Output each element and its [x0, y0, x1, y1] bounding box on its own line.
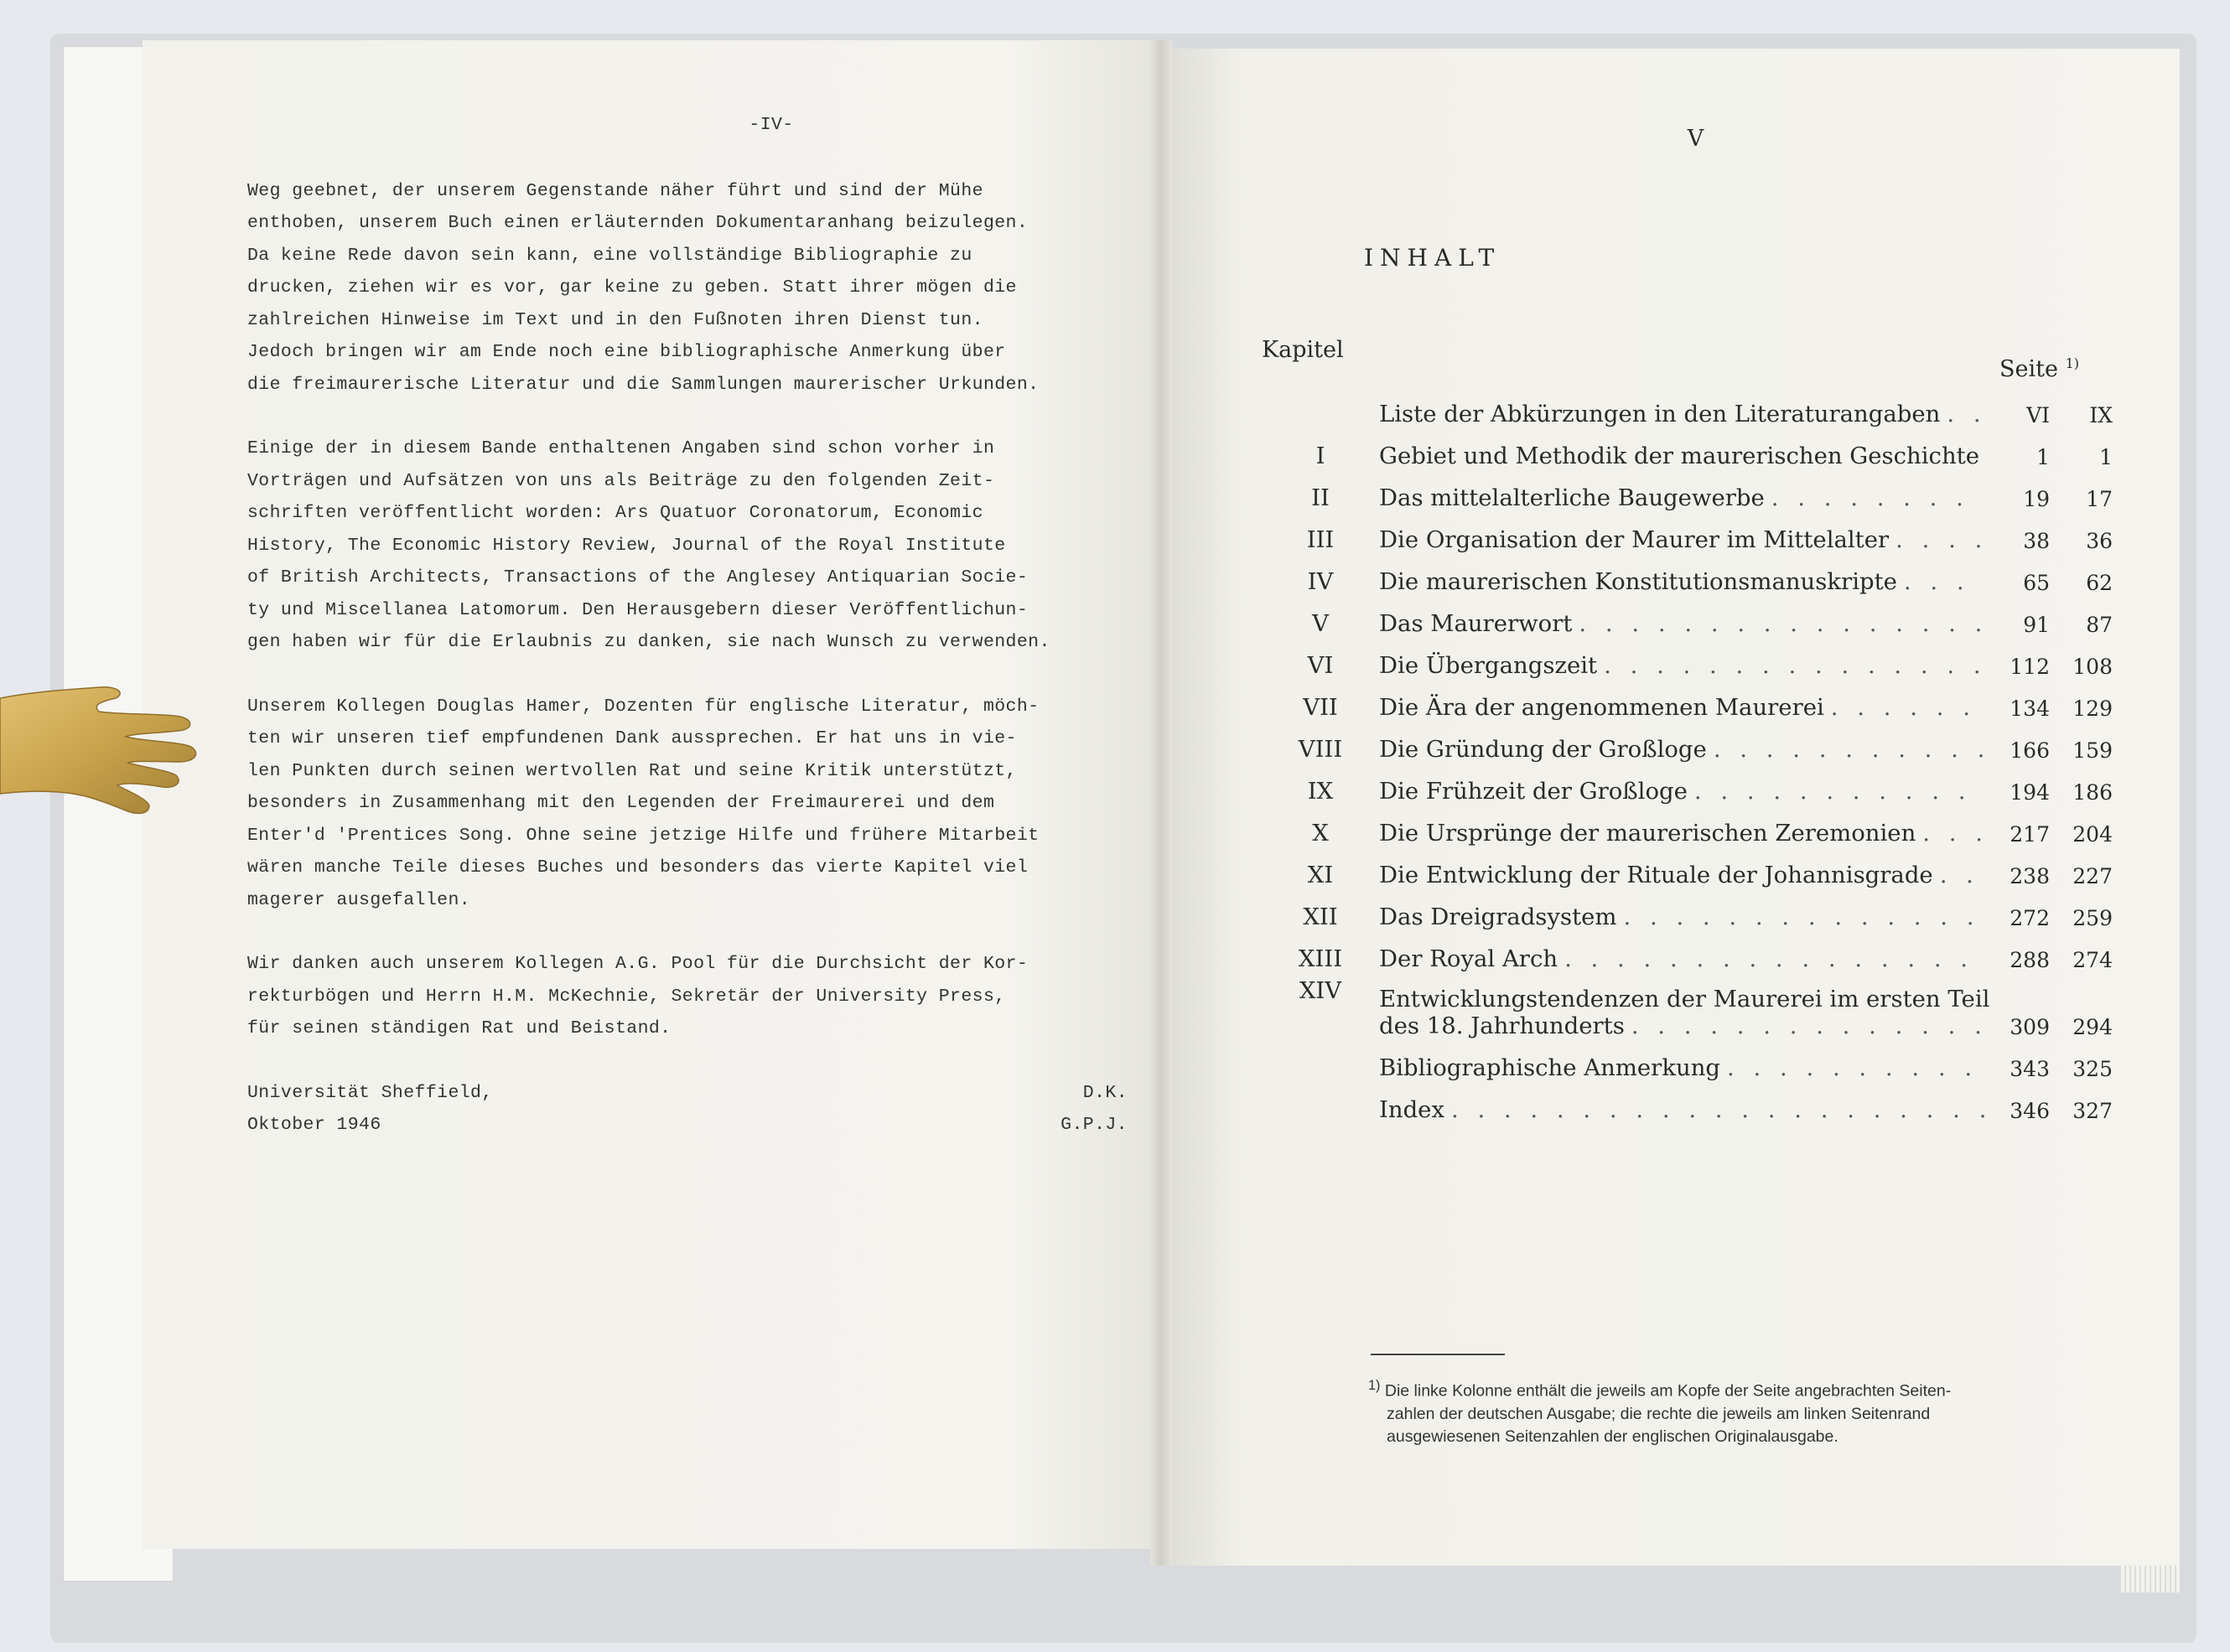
toc-page-english: 294	[2072, 1015, 2113, 1039]
toc-entry	[1379, 945, 1991, 972]
text-line: schriften veröffentlicht worden: Ars Quatuor Coronatorum, Economic	[247, 503, 983, 523]
text-line: drucken, ziehen wir es vor, gar keine zu geben. Statt ihrer mögen die	[247, 277, 1017, 298]
toc-entry	[1379, 568, 1991, 595]
preface-paragraph	[247, 175, 1144, 401]
toc-chapter-number: XIII	[1298, 945, 1343, 972]
toc-page-english: 186	[2072, 780, 2113, 805]
toc-row	[1262, 553, 2113, 595]
toc-chapter-title: Das mittelalterliche Baugewerbe	[1379, 484, 1765, 511]
toc-column-seite-label: Seite	[1999, 356, 2058, 382]
toc-page-german: 91	[2023, 613, 2050, 637]
dot-leader	[1727, 1054, 1984, 1081]
dot-leader	[1623, 904, 1984, 930]
toc-chapter-number: X	[1312, 820, 1329, 847]
toc-chapter-title: Die Ursprünge der maurerischen Zeremonien	[1379, 820, 1916, 847]
toc-page-german: 65	[2023, 571, 2050, 595]
toc-row	[1262, 637, 2113, 679]
toc-chapter-number: II	[1311, 484, 1330, 511]
toc-page-english: 325	[2072, 1057, 2113, 1081]
toc-chapter-number: IX	[1307, 778, 1334, 805]
dot-leader	[1947, 401, 1984, 427]
toc-page-english: 62	[2086, 571, 2113, 595]
toc-page-german: 272	[2010, 906, 2050, 930]
toc-page-german: 112	[2010, 655, 2050, 679]
toc-chapter-number: XI	[1307, 862, 1334, 888]
toc-entry	[1379, 1054, 1991, 1081]
toc-title: INHALT	[1364, 244, 1501, 272]
toc-entry	[1379, 904, 1991, 930]
preface-paragraph	[247, 948, 1144, 1045]
dot-leader	[1604, 652, 1984, 679]
toc-row	[1262, 1081, 2113, 1123]
toc-chapter-number: V	[1312, 610, 1329, 637]
text-line: enthoben, unserem Buch einen erläuternden Dokumentaranhang beizulegen.	[247, 213, 1029, 233]
footnote-line-1-text: Die linke Kolonne enthält die jeweils am Kopfe der Seite angebrachten Seiten-	[1384, 1381, 1952, 1401]
text-line: Enter'd 'Prentices Song. Ohne seine jetzige Hilfe und frühere Mitarbeit	[247, 825, 1040, 846]
text-line: rekturbögen und Herrn H.M. McKechnie, Sekretär der University Press,	[247, 986, 1006, 1007]
text-line: Wir danken auch unserem Kollegen A.G. Pool für die Durchsicht der Kor-	[247, 954, 1029, 974]
toc-page-german: 288	[2010, 948, 2050, 972]
toc-chapter-number: VII	[1303, 694, 1338, 721]
toc-title-line-2	[1379, 1012, 1991, 1039]
toc-chapter-number: III	[1306, 526, 1335, 553]
text-line: besonders in Zusammenhang mit den Legenden der Freimaurerei und dem	[247, 793, 995, 813]
toc-page-english: 17	[2086, 487, 2113, 511]
hand-bookmark-icon	[0, 683, 201, 838]
toc-page-german: 1	[2036, 445, 2050, 469]
toc-column-kapitel: Kapitel	[1262, 337, 1344, 363]
toc-row	[1262, 386, 2113, 427]
toc-row	[1262, 805, 2113, 847]
toc-page-german: 309	[2010, 1015, 2050, 1039]
toc-chapter-title: Liste der Abkürzungen in den Literaturangaben	[1379, 401, 1941, 427]
toc-page-english: 274	[2072, 948, 2113, 972]
toc-page-german: 134	[2010, 697, 2050, 721]
toc-chapter-title-line-1: Entwicklungstendenzen der Maurerei im ersten Teil	[1379, 986, 1990, 1012]
text-line: Jedoch bringen wir am Ende noch eine bibliographische Anmerkung über	[247, 342, 1006, 362]
toc-entry	[1379, 526, 1991, 553]
toc-chapter-title: Das Maurerwort	[1379, 610, 1573, 637]
dot-leader	[1771, 484, 1984, 511]
toc-page-english: 227	[2072, 864, 2113, 888]
toc-row	[1262, 930, 2113, 972]
text-line: Weg geebnet, der unserem Gegenstande näher führt und sind der Mühe	[247, 180, 983, 201]
text-line: Da keine Rede davon sein kann, eine vollständige Bibliographie zu	[247, 245, 972, 266]
toc-row	[1262, 763, 2113, 805]
footnote-line-1	[1368, 1375, 2123, 1403]
dot-leader	[1564, 945, 1984, 972]
toc-chapter-title: Die Übergangszeit	[1379, 652, 1598, 679]
dot-leader	[1579, 610, 1984, 637]
toc-row	[1262, 469, 2113, 511]
text-line: magerer ausgefallen.	[247, 889, 471, 910]
toc-page-english: 159	[2072, 738, 2113, 763]
signature-date: Oktober 1946	[247, 1115, 381, 1135]
dot-leader	[1922, 820, 1984, 847]
toc-row	[1262, 888, 2113, 930]
text-line: ty und Miscellanea Latomorum. Den Herausgebern dieser Veröffentlichun-	[247, 599, 1029, 620]
toc-chapter-number: IV	[1307, 568, 1334, 595]
toc-entry	[1379, 736, 1991, 763]
toc-page-english: 327	[2072, 1099, 2113, 1123]
toc-entry	[1379, 401, 1991, 427]
toc-row	[1262, 721, 2113, 763]
preface-text	[247, 175, 1144, 1045]
toc-page-german: 346	[2010, 1099, 2050, 1123]
dot-leader	[1896, 526, 1984, 553]
signature-block	[247, 1077, 1128, 1142]
toc-entry	[1379, 443, 1991, 469]
toc-entry	[1379, 694, 1991, 721]
footnote-marker: 1)	[1368, 1378, 1381, 1393]
right-page-content	[1262, 126, 2113, 1123]
toc-entry	[1379, 986, 1991, 1039]
right-page-number: V	[1687, 126, 1704, 152]
toc-entry	[1379, 484, 1991, 511]
toc-chapter-number: XIV	[1299, 977, 1342, 1004]
left-page-number: -IV-	[749, 115, 794, 135]
toc-page-german: 38	[2023, 529, 2050, 553]
toc-entry	[1379, 862, 1991, 888]
toc-chapter-title: Die Frühzeit der Großloge	[1379, 778, 1688, 805]
footnote-line-3: ausgewiesenen Seitenzahlen der englischen Originalausgabe.	[1387, 1427, 1838, 1446]
signature-initials-2: G.P.J.	[1061, 1115, 1128, 1135]
toc-chapter-title: Der Royal Arch	[1379, 945, 1558, 972]
signature-initials-1: D.K.	[1082, 1082, 1128, 1103]
toc-chapter-title: Das Dreigradsystem	[1379, 904, 1617, 930]
toc-row	[1262, 679, 2113, 721]
dot-leader	[1904, 568, 1984, 595]
toc-entry	[1379, 1096, 1991, 1123]
text-line: für seinen ständigen Rat und Beistand.	[247, 1018, 672, 1038]
text-line: Unserem Kollegen Douglas Hamer, Dozenten für englische Literatur, möch-	[247, 696, 1040, 717]
text-line: gen haben wir für die Erlaubnis zu danken, sie nach Wunsch zu verwenden.	[247, 632, 1050, 652]
toc-chapter-title: Index	[1379, 1096, 1444, 1123]
toc-page-english: IX	[2089, 403, 2113, 427]
toc-page-english: 259	[2072, 906, 2113, 930]
toc-entry	[1379, 610, 1991, 637]
dot-leader	[1831, 694, 1984, 721]
text-line: wären manche Teile dieses Buches und besonders das vierte Kapitel viel	[247, 857, 1029, 878]
footnote	[1368, 1375, 2123, 1448]
preface-paragraph	[247, 691, 1144, 917]
toc-entry	[1379, 778, 1991, 805]
text-line: die freimaurerische Literatur und die Sammlungen maurerischer Urkunden.	[247, 374, 1040, 395]
toc-row	[1262, 595, 2113, 637]
text-line: Vorträgen und Aufsätzen von uns als Beiträge zu den folgenden Zeit-	[247, 470, 995, 491]
toc-chapter-number: VIII	[1298, 736, 1343, 763]
toc-page-english: 129	[2072, 697, 2113, 721]
toc-page-german: 194	[2010, 780, 2050, 805]
footnote-line-2: zahlen der deutschen Ausgabe; die rechte die jeweils am linken Seitenrand	[1387, 1404, 1931, 1423]
text-line: zahlreichen Hinweise im Text und in den Fußnoten ihren Dienst tun.	[247, 309, 983, 330]
toc-page-english: 87	[2086, 613, 2113, 637]
footnote-ref: 1)	[2065, 355, 2079, 371]
toc-list	[1262, 386, 2113, 1123]
toc-column-seite	[1999, 355, 2079, 382]
text-line: ten wir unseren tief empfundenen Dank aussprechen. Er hat uns in vie-	[247, 728, 1017, 748]
toc-entry	[1379, 820, 1991, 847]
toc-chapter-title-line-2: des 18. Jahrhunderts	[1379, 1012, 1625, 1039]
toc-chapter-number: XII	[1303, 904, 1338, 930]
toc-page-german: VI	[2026, 403, 2050, 427]
toc-chapter-title: Die Gründung der Großloge	[1379, 736, 1707, 763]
toc-page-english: 108	[2072, 655, 2113, 679]
toc-page-german: 343	[2010, 1057, 2050, 1081]
toc-page-german: 238	[2010, 864, 2050, 888]
text-line: len Punkten durch seinen wertvollen Rat und seine Kritik unterstützt,	[247, 760, 1017, 781]
toc-chapter-number: VI	[1307, 652, 1334, 679]
left-page-content	[247, 109, 1144, 1142]
toc-row	[1262, 1039, 2113, 1081]
dot-leader	[1631, 1012, 1984, 1039]
toc-column-headers	[1262, 337, 2113, 382]
footnote-rule	[1371, 1354, 1505, 1355]
dot-leader	[1714, 736, 1984, 763]
book-gutter	[1150, 40, 1172, 1566]
toc-row	[1262, 427, 2113, 469]
toc-chapter-number: I	[1315, 443, 1325, 469]
text-line: History, The Economic History Review, Journal of the Royal Institute	[247, 535, 1006, 556]
toc-page-german: 19	[2023, 487, 2050, 511]
toc-page-german: 166	[2010, 738, 2050, 763]
toc-row	[1262, 511, 2113, 553]
toc-chapter-title: Die maurerischen Konstitutionsmanuskripte	[1379, 568, 1897, 595]
toc-entry	[1379, 652, 1991, 679]
toc-chapter-title: Die Organisation der Maurer im Mittelalter	[1379, 526, 1890, 553]
dot-leader	[1940, 862, 1984, 888]
preface-paragraph	[247, 432, 1144, 659]
toc-chapter-title: Die Ära der angenommenen Maurerei	[1379, 694, 1824, 721]
toc-row	[1262, 972, 2113, 1039]
text-line: of British Architects, Transactions of the Anglesey Antiquarian Socie-	[247, 567, 1029, 588]
toc-page-german: 217	[2010, 822, 2050, 847]
toc-row	[1262, 847, 2113, 888]
dot-leader	[1451, 1096, 1984, 1123]
toc-chapter-title: Bibliographische Anmerkung	[1379, 1054, 1721, 1081]
toc-chapter-title: Gebiet und Methodik der maurerischen Geschichte	[1379, 443, 1979, 469]
signature-place: Universität Sheffield,	[247, 1082, 493, 1103]
toc-page-english: 36	[2086, 529, 2113, 553]
dot-leader	[1694, 778, 1984, 805]
toc-page-english: 204	[2072, 822, 2113, 847]
toc-page-english: 1	[2099, 445, 2113, 469]
text-line: Einige der in diesem Bande enthaltenen Angaben sind schon vorher in	[247, 438, 995, 458]
toc-chapter-title: Die Entwicklung der Rituale der Johannisgrade	[1379, 862, 1933, 888]
